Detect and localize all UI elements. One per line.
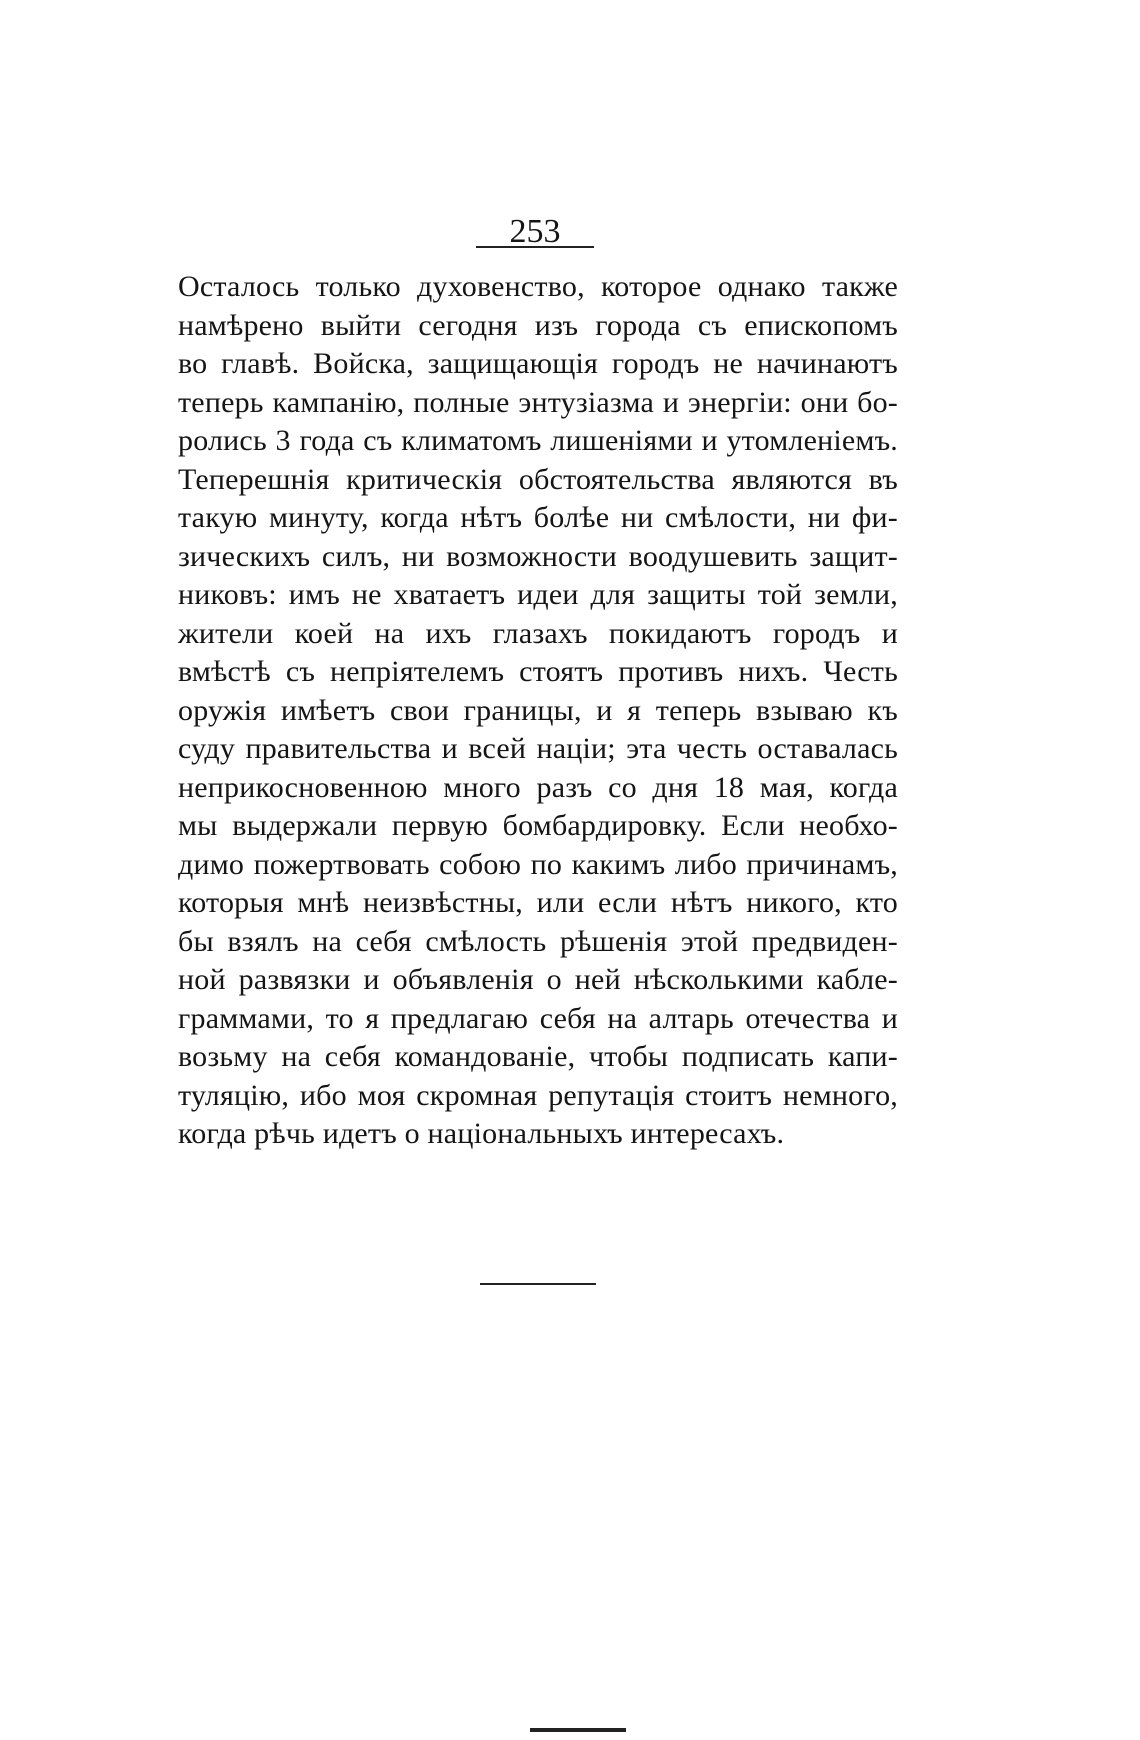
text-line: граммами, то я предлагаю себя на алтарь отечества и — [178, 1001, 898, 1035]
text-line: мы выдержали первую бомбардировку. Если необхо- — [178, 809, 898, 842]
text-line: вмѣстѣ съ непріятелемъ стоятъ противъ нихъ. Честь — [178, 655, 898, 688]
text-line: ной развязки и объявленія о ней нѣсколькими кабле- — [178, 963, 898, 996]
text-line: оружія имѣетъ свои границы, и я теперь взываю къ — [178, 693, 898, 727]
page-number: 253 — [509, 213, 561, 250]
text-line: ролись 3 года съ климатомъ лишеніями и утомленіемъ. — [178, 424, 898, 457]
text-line: Осталось только духовенство, которое однако также — [178, 270, 898, 303]
text-line: во главѣ. Войска, защищающія городъ не начинаютъ — [178, 347, 898, 380]
text-line: димо пожертвовать собою по какимъ либо причинамъ, — [178, 847, 898, 881]
text-line: неприкосновенною много разъ со дня 18 мая, когда — [178, 770, 898, 804]
page-number-underline — [476, 246, 594, 248]
text-line: намѣрено выйти сегодня изъ города съ епископомъ — [178, 308, 898, 342]
text-line: когда рѣчь идетъ о національныхъ интересахъ. — [178, 1117, 785, 1150]
end-divider — [480, 1283, 596, 1285]
body-text — [178, 268, 898, 1154]
text-line: зическихъ силъ, ни возможности воодушевить защит- — [178, 539, 898, 573]
text-line: такую минуту, когда нѣтъ болѣе ни смѣлости, ни фи- — [178, 501, 898, 534]
text-line: бы взялъ на себя смѣлость рѣшенія этой предвиден- — [178, 924, 898, 958]
text-line: Теперешнія критическія обстоятельства являются въ — [178, 462, 898, 496]
text-line: суду правительства и всей націи; эта честь оставалась — [178, 732, 898, 765]
text-line: теперь кампанію, полные энтузіазма и энергіи: они бо- — [178, 385, 898, 419]
text-line: которыя мнѣ неизвѣстны, или если нѣтъ никого, кто — [178, 886, 898, 919]
text-line: возьму на себя командованіе, чтобы подписать капи- — [178, 1040, 898, 1073]
text-line: жители коей на ихъ глазахъ покидаютъ городъ и — [178, 616, 898, 650]
bottom-edge-mark — [530, 1728, 626, 1732]
text-line: никовъ: имъ не хватаетъ идеи для защиты той земли, — [178, 578, 898, 611]
text-line: туляцію, ибо моя скромная репутація стоитъ немного, — [178, 1078, 898, 1112]
